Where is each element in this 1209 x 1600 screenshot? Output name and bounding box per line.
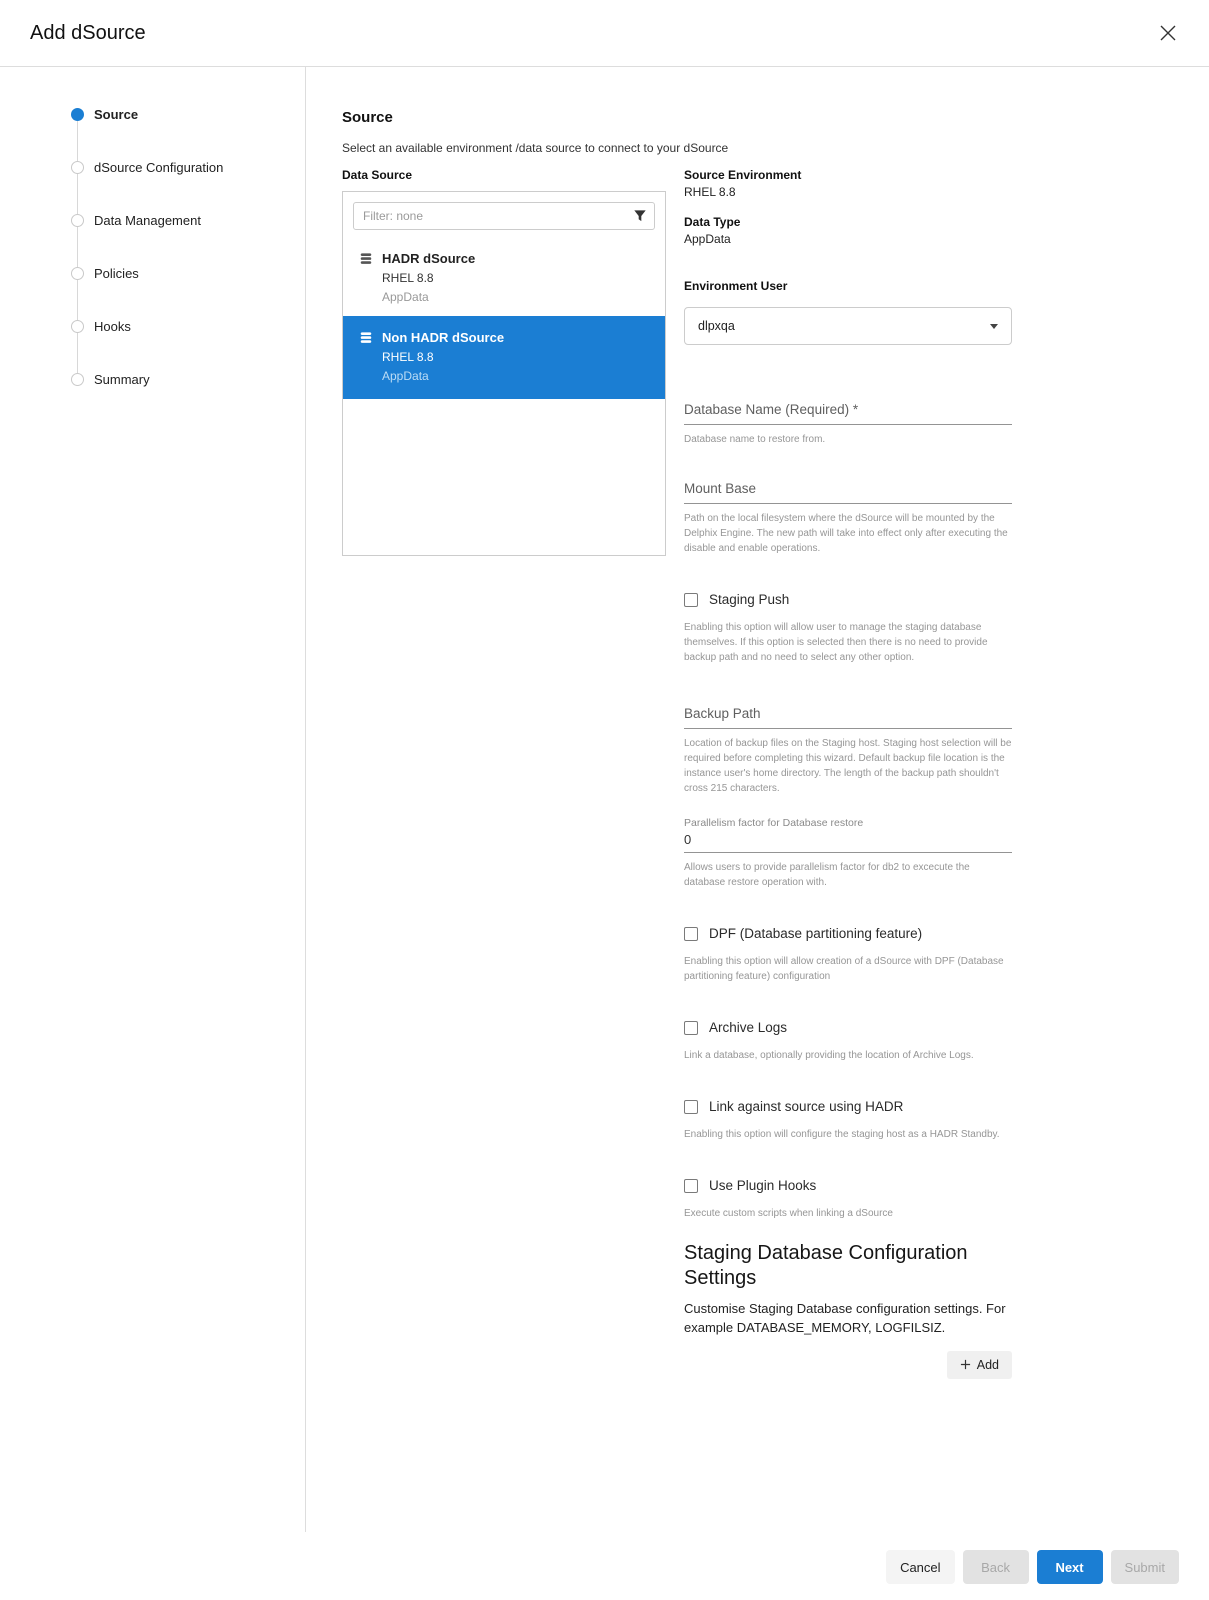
submit-button[interactable]: Submit xyxy=(1111,1550,1179,1584)
archive-logs-checkbox[interactable] xyxy=(684,1020,1012,1035)
dpf-helper: Enabling this option will allow creation of a dSource with DPF (Database partitioning feature) configuration xyxy=(684,956,1004,982)
step-indicator xyxy=(71,108,84,121)
page-subtitle: Select an available environment /data source to connect to your dSource xyxy=(342,141,729,155)
step-label: Policies xyxy=(94,266,139,281)
checkbox-box[interactable] xyxy=(684,927,698,941)
step-indicator xyxy=(71,320,84,333)
chevron-down-icon xyxy=(990,324,998,329)
checkbox-box[interactable] xyxy=(684,1100,698,1114)
plus-icon xyxy=(960,1359,971,1370)
add-config-button[interactable] xyxy=(947,1351,1012,1379)
filter-icon[interactable] xyxy=(633,209,647,228)
step-label: Hooks xyxy=(94,319,131,334)
backup-path-helper: Location of backup files on the Staging host. Staging host selection will be required before completing this wizard. Default backup file location is the instance user's home directory. The length of the backup path shouldn't cross 215 characters. xyxy=(684,738,1012,794)
mount-base-helper: Path on the local filesystem where the dSource will be mounted by the Delphix Engine. The new path will take into effect only after executing the disable and enable operations. xyxy=(684,513,1008,554)
hadr-link-checkbox[interactable] xyxy=(684,1099,1012,1114)
step-indicator xyxy=(71,161,84,174)
close-icon[interactable] xyxy=(1157,22,1179,44)
hadr-link-helper: Enabling this option will configure the staging host as a HADR Standby. xyxy=(684,1129,1000,1140)
data-source-label: Data Source xyxy=(342,168,413,182)
wizard-stepper xyxy=(0,67,306,1532)
step-label: dSource Configuration xyxy=(94,160,224,175)
step-data-management[interactable] xyxy=(71,214,305,227)
checkbox-box[interactable] xyxy=(684,1179,698,1193)
dpf-label: DPF (Database partitioning feature) xyxy=(709,926,923,941)
staging-push-checkbox[interactable] xyxy=(684,592,1012,607)
step-indicator xyxy=(71,373,84,386)
checkbox-box[interactable] xyxy=(684,593,698,607)
database-icon xyxy=(359,331,373,345)
dpf-checkbox[interactable] xyxy=(684,926,1012,941)
plugin-hooks-helper: Execute custom scripts when linking a dSource xyxy=(684,1208,893,1219)
plugin-hooks-checkbox[interactable] xyxy=(684,1178,1012,1193)
source-environment-value: RHEL 8.8 xyxy=(684,185,736,199)
parallelism-input[interactable] xyxy=(684,829,1012,853)
data-type-label: Data Type xyxy=(684,215,741,229)
step-indicator xyxy=(71,267,84,280)
data-source-name: HADR dSource xyxy=(382,251,476,266)
database-icon xyxy=(359,252,373,266)
data-source-name: Non HADR dSource xyxy=(382,330,505,345)
cancel-button[interactable]: Cancel xyxy=(886,1550,954,1584)
dialog-footer xyxy=(886,1550,1179,1584)
filter-input[interactable] xyxy=(353,202,655,230)
data-source-environment: RHEL 8.8 xyxy=(382,271,434,285)
add-config-label: Add xyxy=(976,1357,999,1372)
database-name-field[interactable]: Database Name (Required) * xyxy=(684,402,1012,425)
staging-push-label: Staging Push xyxy=(709,592,790,607)
data-source-type: AppData xyxy=(382,369,429,383)
parallelism-helper: Allows users to provide parallelism factor for db2 to excecute the database restore operation with. xyxy=(684,862,970,888)
list-item-hadr-dsource[interactable] xyxy=(343,240,665,316)
checkbox-box[interactable] xyxy=(684,1021,698,1035)
staging-push-helper: Enabling this option will allow user to manage the staging database themselves. If this option is selected then there is no need to provide backup path and no need to select any other option. xyxy=(684,622,988,663)
step-policies[interactable] xyxy=(71,267,305,280)
staging-config-title: Staging Database Configuration Settings xyxy=(684,1242,968,1289)
data-source-environment: RHEL 8.8 xyxy=(382,350,434,364)
parallelism-label: Parallelism factor for Database restore xyxy=(684,817,864,829)
list-item-non-hadr-dsource[interactable] xyxy=(343,316,665,399)
data-source-list xyxy=(343,240,665,399)
step-summary[interactable] xyxy=(71,373,305,386)
step-label: Summary xyxy=(94,372,150,387)
plugin-hooks-label: Use Plugin Hooks xyxy=(709,1178,817,1193)
step-indicator xyxy=(71,214,84,227)
dialog-title: Add dSource xyxy=(30,21,146,44)
mount-base-field[interactable]: Mount Base xyxy=(684,481,1012,504)
archive-logs-label: Archive Logs xyxy=(709,1020,788,1035)
step-label: Data Management xyxy=(94,213,201,228)
back-button[interactable]: Back xyxy=(963,1550,1029,1584)
staging-config-description: Customise Staging Database configuration settings. For example DATABASE_MEMORY, LOGFILSIZ. xyxy=(684,1301,1006,1335)
data-source-panel xyxy=(342,191,666,556)
environment-user-label: Environment User xyxy=(684,279,788,293)
data-source-type: AppData xyxy=(382,290,429,304)
archive-logs-helper: Link a database, optionally providing the location of Archive Logs. xyxy=(684,1050,974,1061)
step-label: Source xyxy=(94,107,139,122)
environment-user-select[interactable] xyxy=(684,307,1012,345)
main-content xyxy=(306,67,1209,1532)
step-dsource-configuration[interactable] xyxy=(71,161,305,174)
database-name-helper: Database name to restore from. xyxy=(684,434,826,445)
step-source[interactable] xyxy=(71,108,305,121)
dialog-header xyxy=(0,0,1209,67)
hadr-link-label: Link against source using HADR xyxy=(709,1099,904,1114)
source-environment-label: Source Environment xyxy=(684,168,802,182)
backup-path-field[interactable]: Backup Path xyxy=(684,706,1012,729)
page-title: Source xyxy=(342,109,393,126)
step-hooks[interactable] xyxy=(71,320,305,333)
next-button[interactable]: Next xyxy=(1037,1550,1103,1584)
environment-user-value: dlpxqa xyxy=(698,319,735,333)
data-type-value: AppData xyxy=(684,232,731,246)
